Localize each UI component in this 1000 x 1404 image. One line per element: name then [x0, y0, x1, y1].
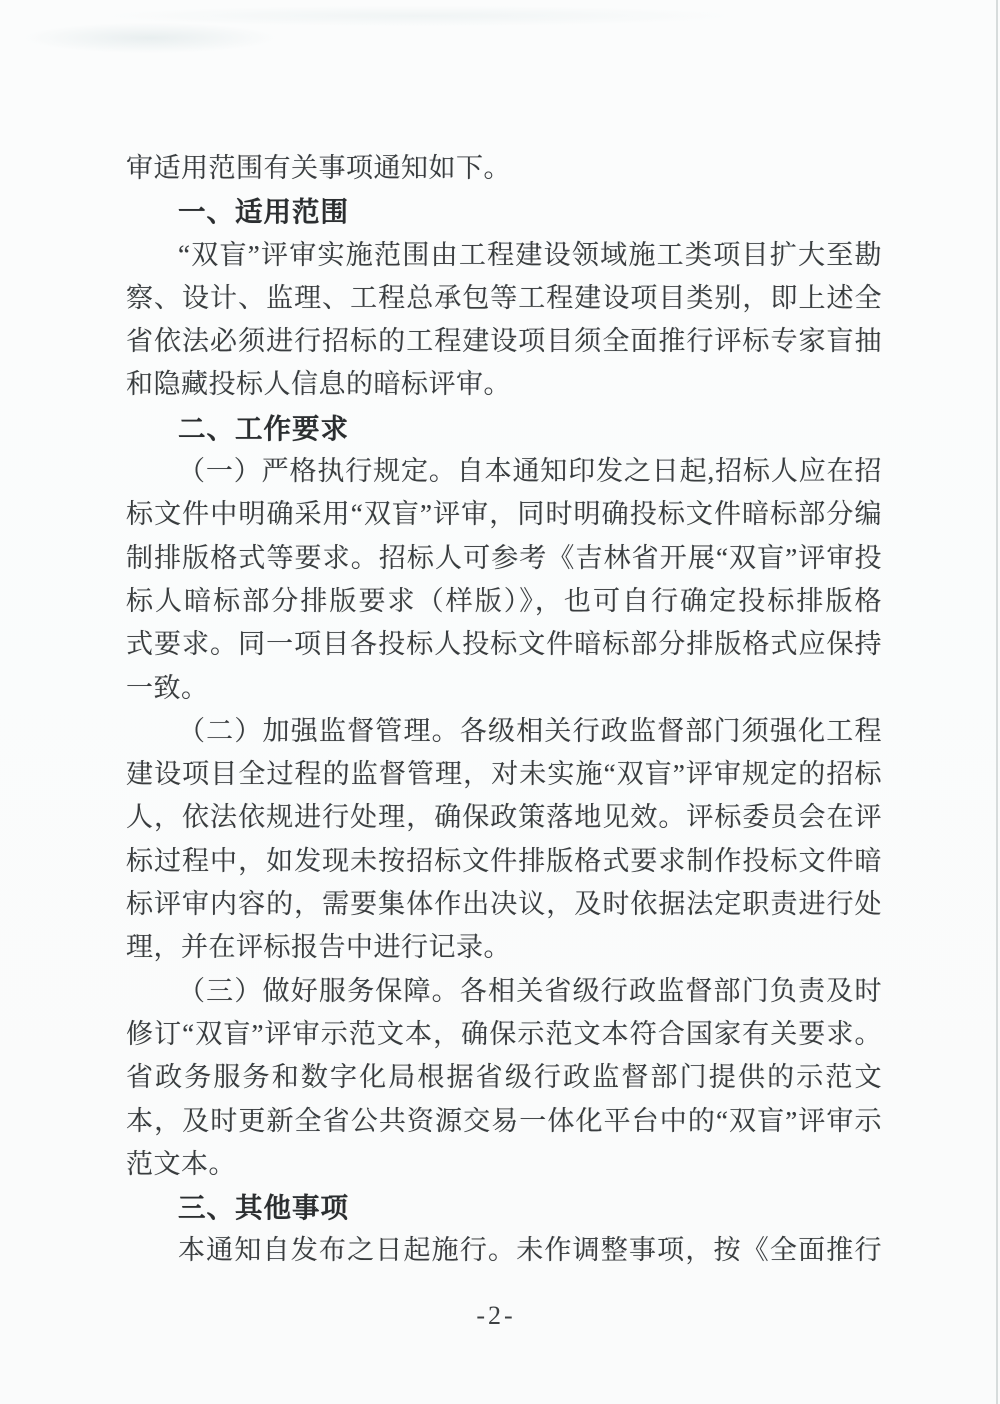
heading-scope: 一、适用范围 — [178, 196, 349, 228]
body-line: 和隐藏投标人信息的暗标评审。 — [126, 369, 511, 400]
scan-edge-line — [996, 0, 998, 1404]
page-number: -2- — [476, 1301, 516, 1330]
body-line: 式要求。同一项目各投标人投标文件暗标部分排版格式应保持 — [126, 629, 882, 660]
body-line: 本通知自发布之日起施行。未作调整事项，按《全面推行 — [178, 1235, 882, 1266]
body-line: 制排版格式等要求。招标人可参考《吉林省开展“双盲”评审投 — [126, 542, 882, 573]
heading-other-matters: 三、其他事项 — [178, 1192, 349, 1224]
body-line: （一）严格执行规定。自本通知印发之日起,招标人应在招 — [178, 456, 882, 487]
body-line: 省政务服务和数字化局根据省级行政监督部门提供的示范文 — [126, 1062, 882, 1093]
body-line: 标文件中明确采用“双盲”评审，同时明确投标文件暗标部分编 — [126, 499, 882, 530]
body-line: 察、设计、监理、工程总承包等工程建设项目类别，即上述全 — [126, 282, 882, 313]
heading-work-requirements: 二、工作要求 — [178, 412, 349, 444]
body-line: 标评审内容的，需要集体作出决议，及时依据法定职责进行处 — [126, 889, 882, 920]
body-line: 省依法必须进行招标的工程建设项目须全面推行评标专家盲抽 — [126, 326, 882, 357]
body-line: “双盲”评审实施范围由工程建设领域施工类项目扩大至勘 — [178, 239, 882, 270]
body-line: 理，并在评标报告中进行记录。 — [126, 932, 511, 963]
body-line: 范文本。 — [126, 1148, 236, 1179]
body-line: 审适用范围有关事项通知如下。 — [126, 153, 511, 183]
body-line: 标过程中，如发现未按招标文件排版格式要求制作投标文件暗 — [126, 845, 882, 876]
body-line: （三）做好服务保障。各相关省级行政监督部门负责及时 — [178, 975, 882, 1006]
body-line: 建设项目全过程的监督管理，对未实施“双盲”评审规定的招标 — [126, 759, 882, 790]
body-line: 人，依法依规进行处理，确保政策落地见效。评标委员会在评 — [126, 802, 882, 833]
body-line: 本，及时更新全省公共资源交易一体化平台中的“双盲”评审示 — [126, 1105, 882, 1136]
body-line: 一致。 — [126, 672, 209, 703]
body-line: （二）加强监督管理。各级相关行政监督部门须强化工程 — [178, 715, 882, 746]
body-line: 修订“双盲”评审示范文本，确保示范文本符合国家有关要求。 — [126, 1018, 882, 1049]
body-line: 标人暗标部分排版要求（样版）》，也可自行确定投标排版格 — [126, 585, 882, 616]
document-body — [126, 147, 882, 1273]
